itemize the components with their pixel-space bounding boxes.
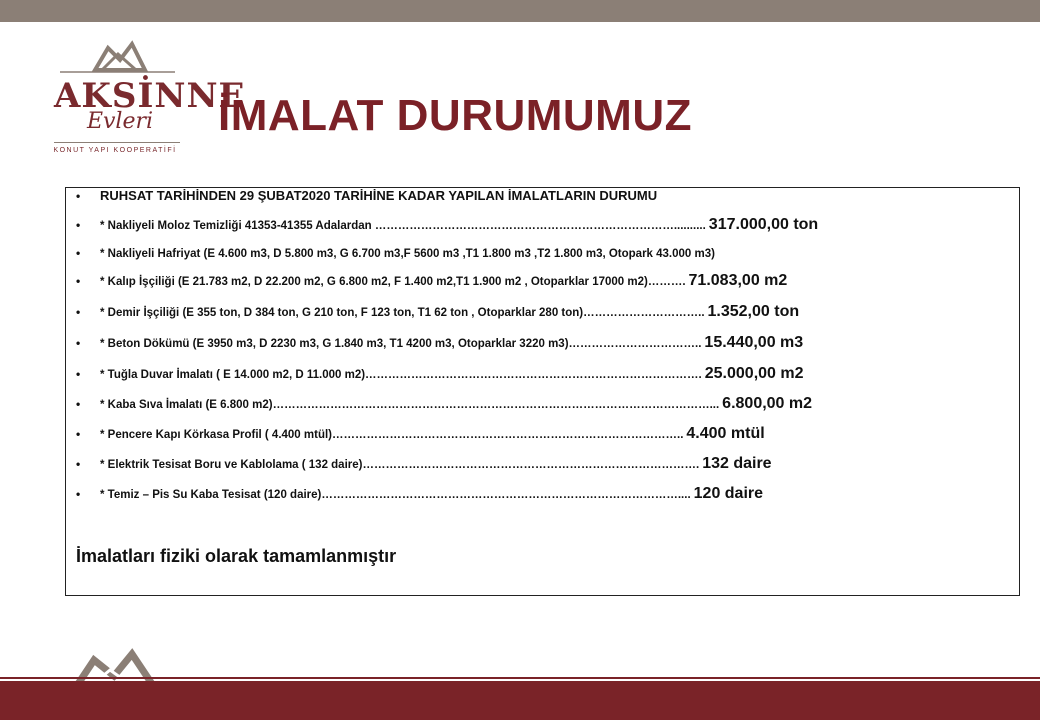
item-value: 1.352,00 ton	[707, 303, 800, 320]
bullet-icon: •	[76, 367, 81, 381]
item-value: 132 daire	[702, 455, 772, 472]
bullet-icon: •	[76, 487, 81, 501]
list-item	[76, 365, 1006, 383]
item-text: * Temiz – Pis Su Kaba Tesisat (120 daire)…………………………………………………………………………………....	[100, 489, 691, 501]
item-text: * Demir İşçiliği (E 355 ton, D 384 ton, G 210 ton, F 123 ton, T1 62 ton , Otoparklar 280 ton)…………………………..	[100, 307, 705, 319]
list-item	[76, 188, 1006, 210]
item-value: 120 daire	[693, 485, 764, 502]
item-value: 15.440,00 m3	[704, 334, 804, 351]
list-item	[76, 425, 1006, 443]
bullet-icon: •	[76, 189, 81, 203]
list-item	[76, 395, 1006, 413]
item-text: * Beton Dökümü (E 3950 m3, D 2230 m3, G 1.840 m3, T1 4200 m3, Otoparklar 3220 m3)……………………………..	[100, 338, 702, 350]
list-item	[76, 216, 1006, 234]
item-text: * Pencere Kapı Körkasa Profil ( 4.400 mtül)………………………………………………………………………………..	[100, 429, 684, 441]
item-value: 4.400 mtül	[686, 425, 765, 442]
bullet-icon: •	[76, 274, 81, 288]
logo-divider	[54, 142, 180, 143]
bullet-icon: •	[76, 457, 81, 471]
item-text: * Kaba Sıva İmalatı (E 6.800 m2)……………………………………………………………………………………………………...	[100, 399, 720, 411]
item-text: * Kalıp İşçiliği (E 21.783 m2, D 22.200 m2, G 6.800 m2, F 1.400 m2,T1 1.900 m2 , Otoparklar 17000 m2)……….	[100, 276, 686, 288]
top-bar	[0, 0, 1040, 22]
list-item	[76, 272, 1006, 290]
logo-ornament-icon	[50, 40, 185, 80]
item-value: 317.000,00 ton	[708, 216, 819, 233]
logo-script-text: Evleri	[86, 109, 154, 134]
list-item	[76, 303, 1006, 321]
list-item	[76, 485, 1006, 503]
item-text: * Nakliyeli Moloz Temizliği 41353-41355 Adalardan ……………………………………………………………………..........	[100, 220, 706, 232]
company-logo	[50, 40, 246, 165]
content-box	[65, 187, 1020, 596]
item-value: 6.800,00 m2	[722, 395, 813, 412]
completion-note: İmalatları fiziki olarak tamamlanmıştır	[76, 546, 397, 566]
bullet-icon: •	[76, 427, 81, 441]
list-item	[76, 334, 1006, 352]
item-text: RUHSAT TARİHİNDEN 29 ŞUBAT2020 TARİHİNE KADAR YAPILAN İMALATLARIN DURUMU	[100, 188, 658, 203]
bullet-icon: •	[76, 305, 81, 319]
bullet-icon: •	[76, 246, 81, 260]
footer-band	[0, 681, 1040, 720]
footer-rule	[0, 677, 1040, 679]
item-text: * Nakliyeli Hafriyat (E 4.600 m3, D 5.800 m3, G 6.700 m3,F 5600 m3 ,T1 1.800 m3 ,T2 1.800 m3, Otopark 43.000 m3)	[100, 248, 715, 260]
logo-name: AKSİNNE	[54, 76, 246, 116]
list-item	[76, 455, 1006, 473]
logo-tagline: KONUT YAPI KOOPERATİFİ	[53, 147, 177, 154]
bullet-icon: •	[76, 397, 81, 411]
list-item	[76, 246, 1006, 260]
page-title: İMALAT DURUMUMUZ	[218, 91, 692, 140]
item-value: 71.083,00 m2	[688, 272, 788, 289]
item-text: * Elektrik Tesisat Boru ve Kablolama ( 132 daire)…………………………………………………………………………….	[100, 459, 700, 471]
bullet-icon: •	[76, 218, 81, 232]
item-value: 25.000,00 m2	[704, 365, 804, 382]
item-text: * Tuğla Duvar İmalatı ( E 14.000 m2, D 11.000 m2)…………………………………………………………………………….	[100, 369, 702, 381]
bullet-icon: •	[76, 336, 81, 350]
